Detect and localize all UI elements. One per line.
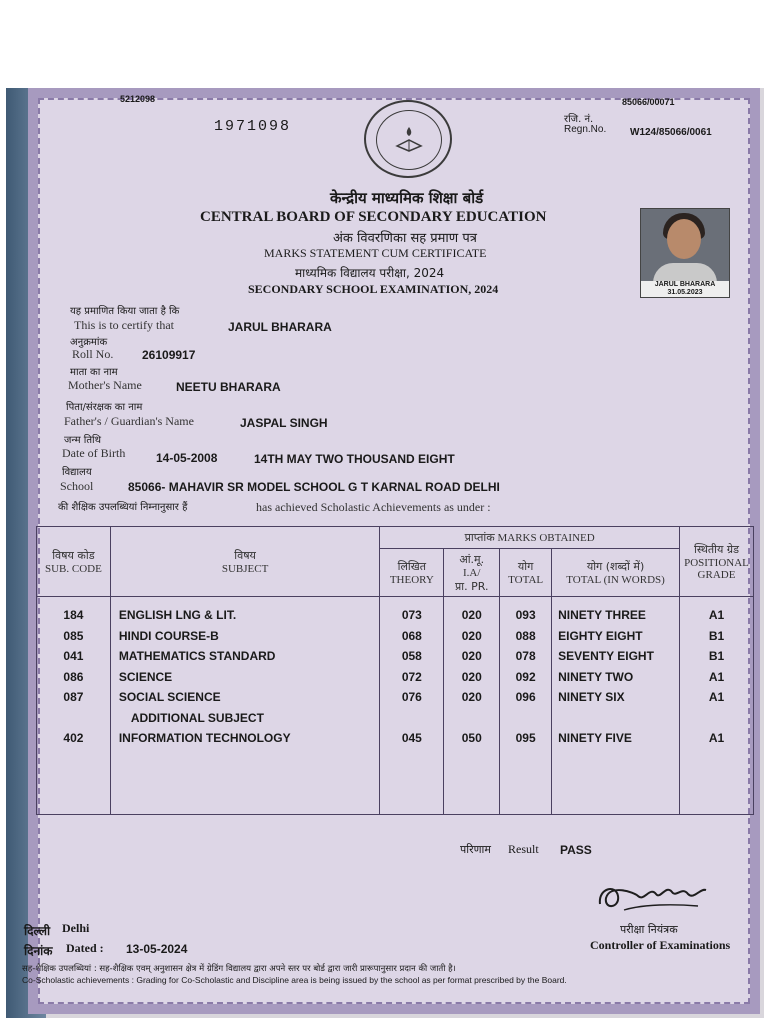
- grade-header-hi: स्थितीय ग्रेड: [693, 543, 739, 556]
- dob-value: 14-05-2008: [156, 451, 218, 465]
- serial-number: 1971098: [214, 118, 292, 135]
- total-header: [500, 549, 552, 597]
- total-header-en: TOTAL: [508, 574, 544, 586]
- dated-label-en: Dated :: [66, 941, 104, 955]
- exam-title-hi: माध्यमिक विद्यालय परीक्षा, 2024: [295, 266, 445, 280]
- grade-column: [679, 597, 753, 815]
- blank-line: [38, 708, 109, 729]
- subject-name: SCIENCE: [118, 669, 173, 684]
- theory-marks: 068: [401, 628, 422, 643]
- regn-label-en: Regn.No.: [564, 124, 607, 135]
- photo-caption-name: JARUL BHARARA: [654, 281, 716, 288]
- dob-label-en: Date of Birth: [62, 446, 126, 460]
- grade-header-en: POSITIONAL GRADE: [684, 557, 749, 581]
- ia-header-hi: आं.मू.: [459, 552, 485, 566]
- serial-top-right: 85066/00071: [622, 97, 675, 107]
- sub-code-header-hi: विषय कोड: [52, 549, 95, 562]
- total-marks: 088: [515, 628, 536, 643]
- total-in-words: SEVENTY EIGHT: [558, 649, 654, 663]
- roll-label-hi: अनुक्रमांक: [70, 337, 108, 348]
- grade-header: [679, 527, 753, 597]
- place-hi: दिल्ली: [24, 924, 51, 938]
- total-in-words: NINETY THREE: [558, 608, 646, 622]
- mother-name: NEETU BHARARA: [176, 380, 281, 394]
- serial-top-left: 5212098: [120, 94, 156, 104]
- positional-grade: A1: [708, 608, 725, 622]
- place-en: Delhi: [62, 921, 90, 935]
- theory-marks: 045: [401, 731, 422, 745]
- subject-column: [110, 597, 380, 815]
- subject-code: 086: [63, 669, 84, 684]
- ia-column: [444, 597, 500, 815]
- total-words-header-en: TOTAL (IN WORDS): [566, 574, 665, 586]
- total-marks: 078: [515, 649, 536, 663]
- ia-header-en: I.A/: [463, 566, 481, 579]
- exam-title-en: SECONDARY SCHOOL EXAMINATION, 2024: [248, 282, 499, 296]
- controller-title-en: Controller of Examinations: [590, 938, 731, 952]
- roll-label-en: Roll No.: [72, 347, 114, 361]
- subject-header-en: SUBJECT: [221, 563, 269, 575]
- subject-code: 085: [63, 628, 84, 643]
- subject-header-hi: विषय: [234, 549, 256, 562]
- dob-label-hi: जन्म तिथि: [64, 435, 102, 446]
- ia-marks: 050: [461, 731, 482, 745]
- table-body-row: [37, 597, 754, 815]
- total-marks: 095: [515, 731, 536, 745]
- blank-line: [445, 708, 498, 729]
- theory-header-en: THEORY: [389, 574, 434, 586]
- roll-number: 26109917: [142, 348, 196, 362]
- student-photo: [640, 208, 730, 298]
- subject-name: SOCIAL SCIENCE: [118, 690, 221, 704]
- marks-obtained-header: प्राप्तांक MARKS OBTAINED: [380, 527, 680, 549]
- theory-header: [380, 549, 444, 597]
- school-label-en: School: [60, 479, 94, 493]
- regn-value: W124/85066/0061: [630, 127, 712, 138]
- subject-code: 402: [63, 731, 84, 745]
- marks-table: [36, 526, 754, 815]
- photo-caption-date: 31.05.2023: [667, 289, 703, 296]
- lamp-book-icon: [394, 124, 424, 154]
- board-title-en: CENTRAL BOARD OF SECONDARY EDUCATION: [200, 209, 547, 225]
- theory-column: [380, 597, 444, 815]
- footer-note-en: Co-Scholastic achievements : Grading for Co-Scholastic and Discipline area is being issued by the school as per format prescribed by the Board.: [22, 975, 567, 985]
- ia-marks: 020: [461, 669, 482, 684]
- total-in-words: NINETY SIX: [558, 690, 625, 704]
- dated-label-hi: दिनांक: [24, 944, 53, 958]
- total-marks: 093: [515, 608, 536, 622]
- total-in-words: EIGHTY EIGHT: [558, 628, 643, 643]
- result-label-hi: परिणाम: [460, 843, 491, 856]
- blank-line: [381, 708, 442, 729]
- school-value: 85066- MAHAVIR SR MODEL SCHOOL G T KARNAL ROAD DELHI: [128, 480, 500, 494]
- table-header-row: [37, 527, 754, 549]
- positional-grade: B1: [708, 628, 725, 643]
- dated-value: 13-05-2024: [126, 942, 188, 956]
- ia-header: [444, 549, 500, 597]
- subject-name: INFORMATION TECHNOLOGY: [118, 731, 291, 745]
- board-title-hi: केन्द्रीय माध्यमिक शिक्षा बोर्ड: [330, 189, 484, 207]
- total-marks: 092: [515, 669, 536, 684]
- ia-marks: 020: [461, 628, 482, 643]
- positional-grade: B1: [708, 649, 725, 663]
- ia-marks: 020: [461, 649, 482, 663]
- ia-marks: 020: [461, 608, 482, 622]
- controller-signature: [594, 874, 714, 918]
- controller-title-hi: परीक्षा नियंत्रक: [620, 923, 678, 936]
- theory-header-hi: लिखित: [397, 560, 427, 573]
- blank-line: [681, 708, 752, 729]
- school-label-hi: विद्यालय: [62, 467, 92, 478]
- total-words-header-hi: योग (शब्दों में): [586, 560, 645, 573]
- total-words-header: [552, 549, 680, 597]
- positional-grade: A1: [708, 669, 725, 684]
- subject-code: 041: [63, 649, 84, 663]
- subject-header: [110, 527, 380, 597]
- total-header-hi: योग: [517, 560, 534, 573]
- sub-code-header: [37, 527, 111, 597]
- certificate-title-hi: अंक विवरणिका सह प्रमाण पत्र: [333, 231, 477, 246]
- sub-code-header-en: SUB. CODE: [44, 563, 102, 575]
- certify-label-en: This is to certify that: [74, 318, 174, 332]
- father-label-hi: पिता/संरक्षक का नाम: [66, 402, 143, 413]
- positional-grade: A1: [708, 690, 725, 704]
- additional-subject-label: ADDITIONAL SUBJECT: [130, 710, 264, 725]
- subject-name: MATHEMATICS STANDARD: [118, 649, 276, 663]
- words-column: [552, 597, 680, 815]
- footer-note-hi: सह-शैक्षिक उपलब्धियां : सह-शैक्षिक एवम् अनुशासन क्षेत्र में ग्रेडिंग विद्यालय द्वारा अपने स्तर पर बोर्ड द्वारा जारी प्रारूपानुसार प्रदान की जाती है।: [22, 964, 456, 974]
- total-in-words: NINETY TWO: [558, 669, 634, 684]
- theory-marks: 058: [401, 649, 422, 663]
- theory-marks: 076: [401, 690, 422, 704]
- result-label-en: Result: [508, 842, 539, 856]
- mother-label-hi: माता का नाम: [70, 367, 118, 378]
- certify-label-hi: यह प्रमाणित किया जाता है कि: [70, 306, 180, 317]
- father-label-en: Father's / Guardian's Name: [64, 414, 194, 428]
- ia-header-pr: प्रा. PR.: [454, 579, 489, 593]
- father-name: JASPAL SINGH: [240, 416, 328, 430]
- student-name: JARUL BHARARA: [228, 320, 332, 334]
- total-column: [500, 597, 552, 815]
- achievement-label-en: has achieved Scholastic Achievements as under :: [256, 500, 491, 514]
- total-in-words: NINETY FIVE: [558, 731, 632, 745]
- result-value: PASS: [560, 843, 592, 857]
- theory-marks: 072: [401, 669, 422, 684]
- subject-code: 087: [63, 690, 84, 704]
- regn-label-hi: रजि. नं.: [564, 114, 594, 125]
- subject-code: 184: [63, 608, 84, 622]
- achievement-label-hi: की शैक्षिक उपलब्धियां निम्नानुसार हैं: [58, 502, 188, 513]
- positional-grade: A1: [708, 731, 725, 745]
- code-column: [37, 597, 111, 815]
- theory-marks: 073: [401, 608, 422, 622]
- blank-line: [558, 708, 679, 729]
- total-marks: 096: [515, 690, 536, 704]
- photo-face: [667, 219, 701, 259]
- subject-name: HINDI COURSE-B: [118, 628, 219, 643]
- ia-marks: 020: [461, 690, 482, 704]
- cbse-emblem-icon: [364, 100, 452, 178]
- dob-words: 14TH MAY TWO THOUSAND EIGHT: [254, 452, 455, 466]
- mother-label-en: Mother's Name: [68, 378, 142, 392]
- certificate-title-en: MARKS STATEMENT CUM CERTIFICATE: [264, 246, 487, 260]
- photo-caption: [641, 281, 729, 297]
- subject-name: ENGLISH LNG & LIT.: [118, 608, 237, 622]
- blank-line: [501, 708, 550, 729]
